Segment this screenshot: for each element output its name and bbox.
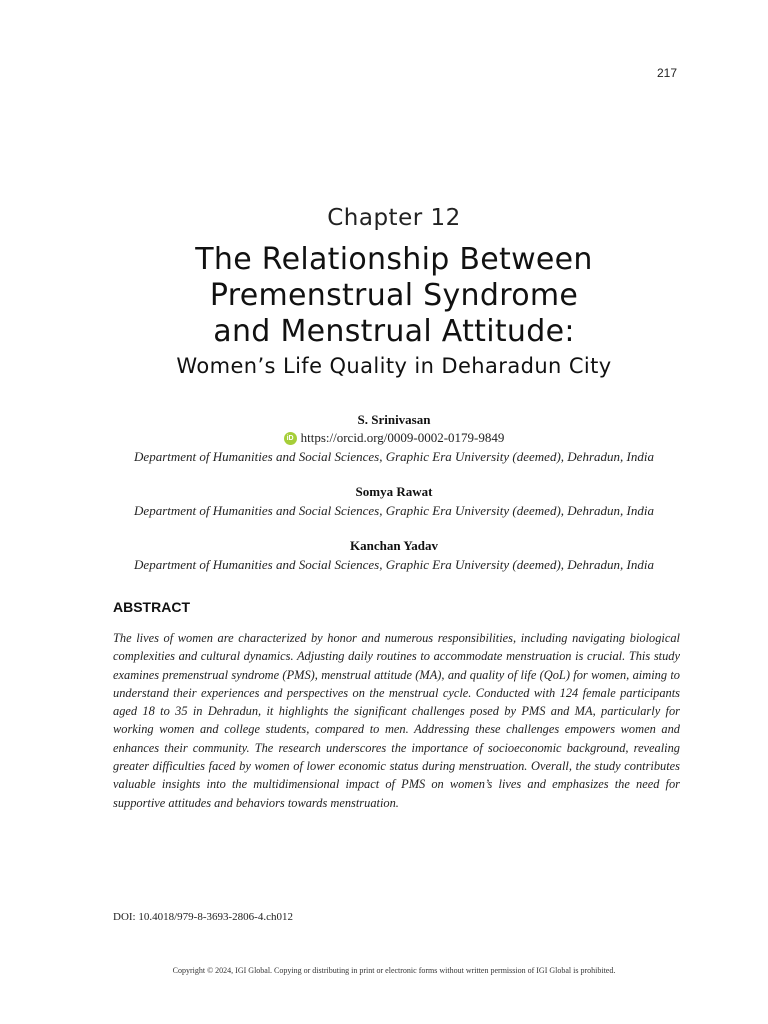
chapter-subtitle: Women’s Life Quality in Deharadun City [176,354,612,378]
abstract-heading: ABSTRACT [113,599,190,615]
author-affiliation: Department of Humanities and Social Sciences, Graphic Era University (deemed), Dehradun, India [134,449,654,464]
chapter-title-line-3: and Menstrual Attitude: [213,314,575,349]
author-entry [0,537,768,575]
author-entry [0,483,768,521]
author-name: S. Srinivasan [357,412,431,427]
author-list [0,411,768,591]
page-number: 217 [656,66,677,80]
title-block [0,242,768,381]
orcid-link[interactable]: https://orcid.org/0009-0002-0179-9849 [300,430,505,445]
copyright-notice: Copyright © 2024, IGI Global. Copying or distributing in print or electronic forms without written permission of IGI Global is prohibited. [172,966,616,975]
orcid-line [0,429,768,447]
doi: DOI: 10.4018/979-8-3693-2806-4.ch012 [113,911,293,923]
author-affiliation: Department of Humanities and Social Sciences, Graphic Era University (deemed), Dehradun, India [134,503,654,518]
chapter-label: Chapter 12 [327,205,461,231]
author-name: Kanchan Yadav [349,538,439,553]
orcid-icon: iD [284,432,297,445]
author-affiliation: Department of Humanities and Social Sciences, Graphic Era University (deemed), Dehradun, India [134,557,654,572]
chapter-title-line-1: The Relationship Between [195,242,593,277]
author-entry [0,411,768,467]
abstract-text: The lives of women are characterized by honor and numerous responsibilities, including navigating biological complexities and cultural dynamics. Adjusting daily routines to accommodate menstruation is crucial. This study examines premenstrual syndrome (PMS), menstrual attitude (MA), and quality of life (QoL) for women, aiming to understand their experiences and perspectives on the menstrual cycle. Conducted with 124 female participants aged 18 to 35 in Dehradun, it highlights the significant challenges posed by PMS and MA, particularly for working women and college students, compared to men. Addressing these challenges empowers women and enhances their community. The research underscores the importance of socioeconomic background, revealing greater difficulties faced by women of lower economic status during menstruation. Overall, the study contributes valuable insights into the multidimensional impact of PMS on women’s lives and emphasizes the need for supportive attitudes and behaviors towards menstruation. [113,631,680,810]
chapter-title-line-2: Premenstrual Syndrome [209,278,579,313]
author-name: Somya Rawat [355,484,433,499]
